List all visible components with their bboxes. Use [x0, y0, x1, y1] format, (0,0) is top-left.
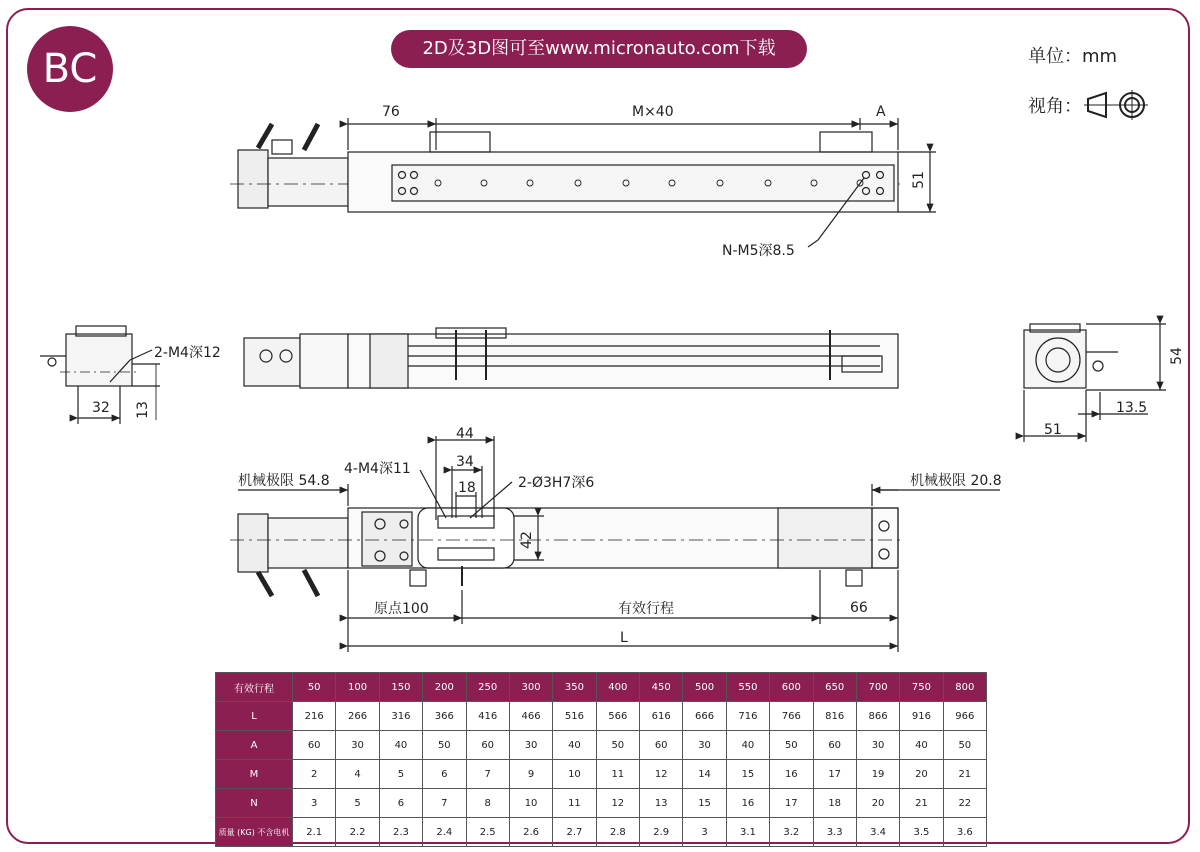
table-cell: 20 [856, 789, 899, 818]
table-cell: 60 [293, 731, 336, 760]
dim-51-end: 51 [1044, 422, 1062, 438]
table-cell: 2.4 [423, 818, 466, 847]
table-cell: 50 [770, 731, 813, 760]
table-cell: 916 [900, 702, 943, 731]
table-cell: 8 [466, 789, 509, 818]
table-cell: 40 [379, 731, 422, 760]
table-cell: 2.1 [293, 818, 336, 847]
dim-66: 66 [850, 600, 868, 616]
dim-13-5: 13.5 [1116, 400, 1148, 416]
limit-right: 机械极限 20.8 [910, 473, 1002, 489]
table-row-l [216, 702, 987, 731]
table-cell: 866 [856, 702, 899, 731]
table-cell: 2.7 [553, 818, 596, 847]
table-cell: 15 [726, 760, 769, 789]
table-row-m [216, 760, 987, 789]
stroke-cell: 100 [336, 673, 379, 702]
dim-18: 18 [458, 480, 476, 496]
table-row-n [216, 789, 987, 818]
download-link[interactable]: 2D及3D图可至www.micronauto.com下载 [391, 30, 807, 68]
table-cell: 3.4 [856, 818, 899, 847]
dim-44: 44 [456, 426, 474, 442]
table-cell: 6 [423, 760, 466, 789]
table-cell: 516 [553, 702, 596, 731]
table-cell: 366 [423, 702, 466, 731]
model-badge: BC [27, 26, 113, 112]
dim-54: 54 [1168, 347, 1185, 365]
stroke-cell: 150 [379, 673, 422, 702]
table-cell: 2.9 [640, 818, 683, 847]
limit-left: 机械极限 54.8 [238, 473, 330, 489]
table-cell: 2.6 [509, 818, 552, 847]
table-cell: 16 [770, 760, 813, 789]
stroke-cell: 650 [813, 673, 856, 702]
table-cell: 15 [683, 789, 726, 818]
table-cell: 716 [726, 702, 769, 731]
table-cell: 3.2 [770, 818, 813, 847]
stroke-cell: 450 [640, 673, 683, 702]
table-cell: 12 [596, 789, 639, 818]
row-label: A [216, 731, 293, 760]
row-label: L [216, 702, 293, 731]
dim-mx40: M×40 [632, 104, 674, 120]
table-cell: 3 [683, 818, 726, 847]
stroke-cell: 800 [943, 673, 986, 702]
dim-2-m4-12: 2-M4深12 [154, 345, 221, 361]
table-cell: 2.5 [466, 818, 509, 847]
table-cell: 50 [423, 731, 466, 760]
table-cell: 766 [770, 702, 813, 731]
table-cell: 30 [336, 731, 379, 760]
table-cell: 216 [293, 702, 336, 731]
table-cell: 60 [640, 731, 683, 760]
table-cell: 17 [770, 789, 813, 818]
table-cell: 16 [726, 789, 769, 818]
table-cell: 19 [856, 760, 899, 789]
table-cell: 21 [943, 760, 986, 789]
stroke-cell: 550 [726, 673, 769, 702]
stroke-cell: 700 [856, 673, 899, 702]
table-cell: 2.2 [336, 818, 379, 847]
table-cell: 22 [943, 789, 986, 818]
table-cell: 3.1 [726, 818, 769, 847]
side-view [244, 328, 898, 388]
table-cell: 3 [293, 789, 336, 818]
stroke-cell: 300 [509, 673, 552, 702]
view-label: 视角： [1028, 96, 1082, 117]
table-cell: 13 [640, 789, 683, 818]
dim-n-m5: N-M5深8.5 [722, 243, 795, 259]
table-cell: 21 [900, 789, 943, 818]
table-row-a [216, 731, 987, 760]
row-label: N [216, 789, 293, 818]
table-cell: 2.8 [596, 818, 639, 847]
table-cell: 9 [509, 760, 552, 789]
table-cell: 3.5 [900, 818, 943, 847]
dim-76: 76 [382, 104, 400, 120]
table-cell: 40 [553, 731, 596, 760]
table-cell: 40 [726, 731, 769, 760]
table-cell: 266 [336, 702, 379, 731]
table-cell: 30 [683, 731, 726, 760]
stroke-cell: 500 [683, 673, 726, 702]
dim-stroke: 有效行程 [618, 601, 674, 617]
unit-label: 单位：mm [1028, 46, 1118, 67]
dim-origin-100: 原点100 [374, 601, 429, 617]
table-cell: 6 [379, 789, 422, 818]
dim-l: L [620, 630, 628, 646]
dim-34: 34 [456, 454, 474, 470]
table-cell: 2.3 [379, 818, 422, 847]
table-cell: 18 [813, 789, 856, 818]
table-cell: 816 [813, 702, 856, 731]
dim-42: 42 [518, 531, 535, 549]
table-cell: 966 [943, 702, 986, 731]
table-cell: 466 [509, 702, 552, 731]
stroke-cell: 600 [770, 673, 813, 702]
table-cell: 666 [683, 702, 726, 731]
dim-a: A [876, 104, 886, 120]
table-cell: 616 [640, 702, 683, 731]
table-cell: 20 [900, 760, 943, 789]
table-cell: 14 [683, 760, 726, 789]
stroke-cell: 350 [553, 673, 596, 702]
table-cell: 10 [553, 760, 596, 789]
table-cell: 5 [379, 760, 422, 789]
table-cell: 17 [813, 760, 856, 789]
table-cell: 416 [466, 702, 509, 731]
table-cell: 7 [423, 789, 466, 818]
table-cell: 11 [553, 789, 596, 818]
dim-51-top: 51 [910, 171, 927, 189]
dim-13: 13 [134, 401, 151, 419]
table-cell: 50 [596, 731, 639, 760]
table-cell: 60 [813, 731, 856, 760]
stroke-cell: 400 [596, 673, 639, 702]
table-cell: 3.3 [813, 818, 856, 847]
table-cell: 60 [466, 731, 509, 760]
stroke-cell: 50 [293, 673, 336, 702]
table-cell: 11 [596, 760, 639, 789]
stroke-cell: 200 [423, 673, 466, 702]
top-view [230, 118, 936, 247]
dim-4-m4-11: 4-M4深11 [344, 461, 411, 477]
table-cell: 12 [640, 760, 683, 789]
table-cell: 5 [336, 789, 379, 818]
row-label: M [216, 760, 293, 789]
header-label-cell: 有效行程 [216, 673, 293, 702]
table-cell: 3.6 [943, 818, 986, 847]
stroke-cell: 250 [466, 673, 509, 702]
dim-2-h7: 2-Ø3H7深6 [518, 475, 595, 491]
table-cell: 7 [466, 760, 509, 789]
table-cell: 30 [856, 731, 899, 760]
table-header-row [216, 673, 987, 702]
spec-table [215, 672, 987, 847]
row-label: 质量 (KG) 不含电机 [216, 818, 293, 847]
stroke-cell: 750 [900, 673, 943, 702]
table-cell: 2 [293, 760, 336, 789]
table-cell: 566 [596, 702, 639, 731]
table-cell: 4 [336, 760, 379, 789]
table-cell: 316 [379, 702, 422, 731]
table-row-mass [216, 818, 987, 847]
table-cell: 10 [509, 789, 552, 818]
table-cell: 30 [509, 731, 552, 760]
dim-32: 32 [92, 400, 110, 416]
table-cell: 50 [943, 731, 986, 760]
table-cell: 40 [900, 731, 943, 760]
